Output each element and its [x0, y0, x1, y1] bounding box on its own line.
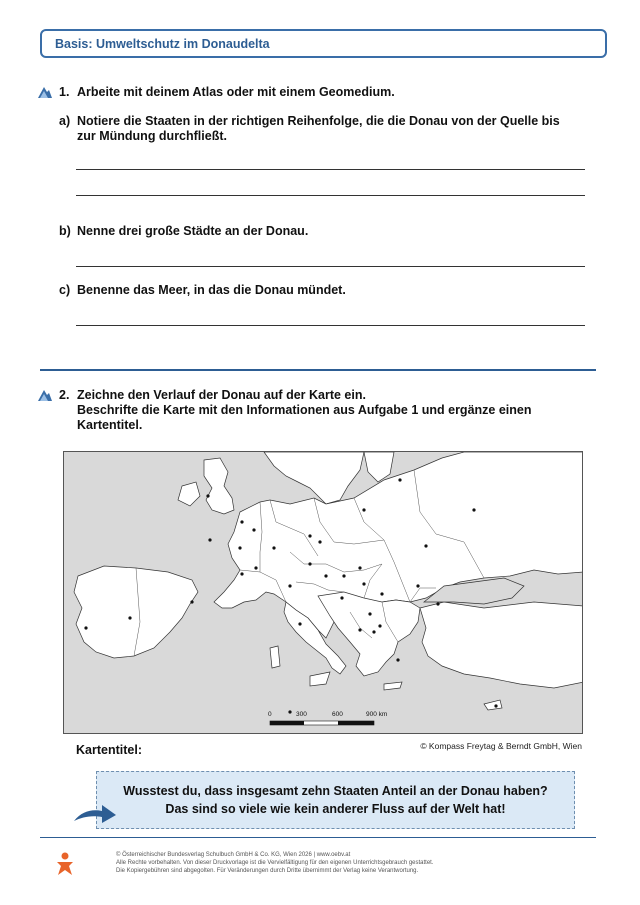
scale-label-300: 300 — [296, 711, 307, 718]
answer-line[interactable] — [76, 169, 585, 170]
task1-number: 1. — [59, 85, 70, 99]
task-mountain-icon — [38, 86, 52, 98]
footer-copyright: © Österreichischer Bundesverlag Schulbuch GmbH & Co. KG, Wien 2026 | www.oebv.at — [116, 852, 351, 858]
scale-label-0: 0 — [268, 711, 272, 718]
task1b-label: b) — [59, 224, 71, 238]
map-credit: © Kompass Freytag & Berndt GmbH, Wien — [420, 741, 582, 751]
task2-line1: Zeichne den Verlauf der Donau auf der Karte ein. — [77, 388, 366, 402]
answer-line[interactable] — [76, 266, 585, 267]
arrow-icon — [72, 801, 118, 825]
scale-label-600: 600 — [332, 711, 343, 718]
page-title: Basis: Umweltschutz im Donaudelta — [55, 37, 270, 51]
footer-fees: Die Kopiergebühren sind abgegolten. Für Veränderungen durch Dritte übernimmt der Verlag keine Verantwortung. — [116, 868, 419, 874]
section-divider — [40, 369, 596, 371]
scale-label-900: 900 km — [366, 711, 388, 718]
footer-rights: Alle Rechte vorbehalten. Von dieser Druckvorlage ist die Vervielfältigung für den eigenen Unterrichtsgebrauch gestattet. — [116, 860, 434, 866]
footer-divider — [40, 837, 596, 838]
task1a-label: a) — [59, 114, 71, 128]
fact-line2: Das sind so viele wie kein anderer Fluss auf der Welt hat! — [165, 802, 506, 816]
map-drawing — [64, 452, 583, 734]
answer-line[interactable] — [76, 325, 585, 326]
task1a-line2: zur Mündung durchfließt. — [77, 129, 227, 143]
publisher-logo-icon — [54, 851, 76, 877]
map-scale-bar — [270, 721, 374, 725]
task1b-text: Nenne drei große Städte an der Donau. — [77, 224, 309, 238]
answer-line[interactable] — [76, 195, 585, 196]
fact-box — [96, 771, 575, 829]
task2-number: 2. — [59, 388, 70, 402]
task2-line2: Beschrifte die Karte mit den Informationen aus Aufgabe 1 und ergänze einen — [77, 403, 532, 417]
task-mountain-icon — [38, 389, 52, 401]
map-title-label: Kartentitel: — [76, 743, 142, 757]
task1c-label: c) — [59, 283, 71, 297]
task1-text: Arbeite mit deinem Atlas oder mit einem Geomedium. — [77, 85, 395, 99]
fact-line1: Wusstest du, dass insgesamt zehn Staaten Anteil an der Donau haben? — [123, 784, 548, 798]
task1a-line1: Notiere die Staaten in der richtigen Reihenfolge, die die Donau von der Quelle bis — [77, 114, 560, 128]
task2-line3: Kartentitel. — [77, 418, 143, 432]
task1c-text: Benenne das Meer, in das die Donau mündet. — [77, 283, 346, 297]
europe-outline-map[interactable] — [63, 451, 583, 734]
header-box — [40, 29, 607, 58]
